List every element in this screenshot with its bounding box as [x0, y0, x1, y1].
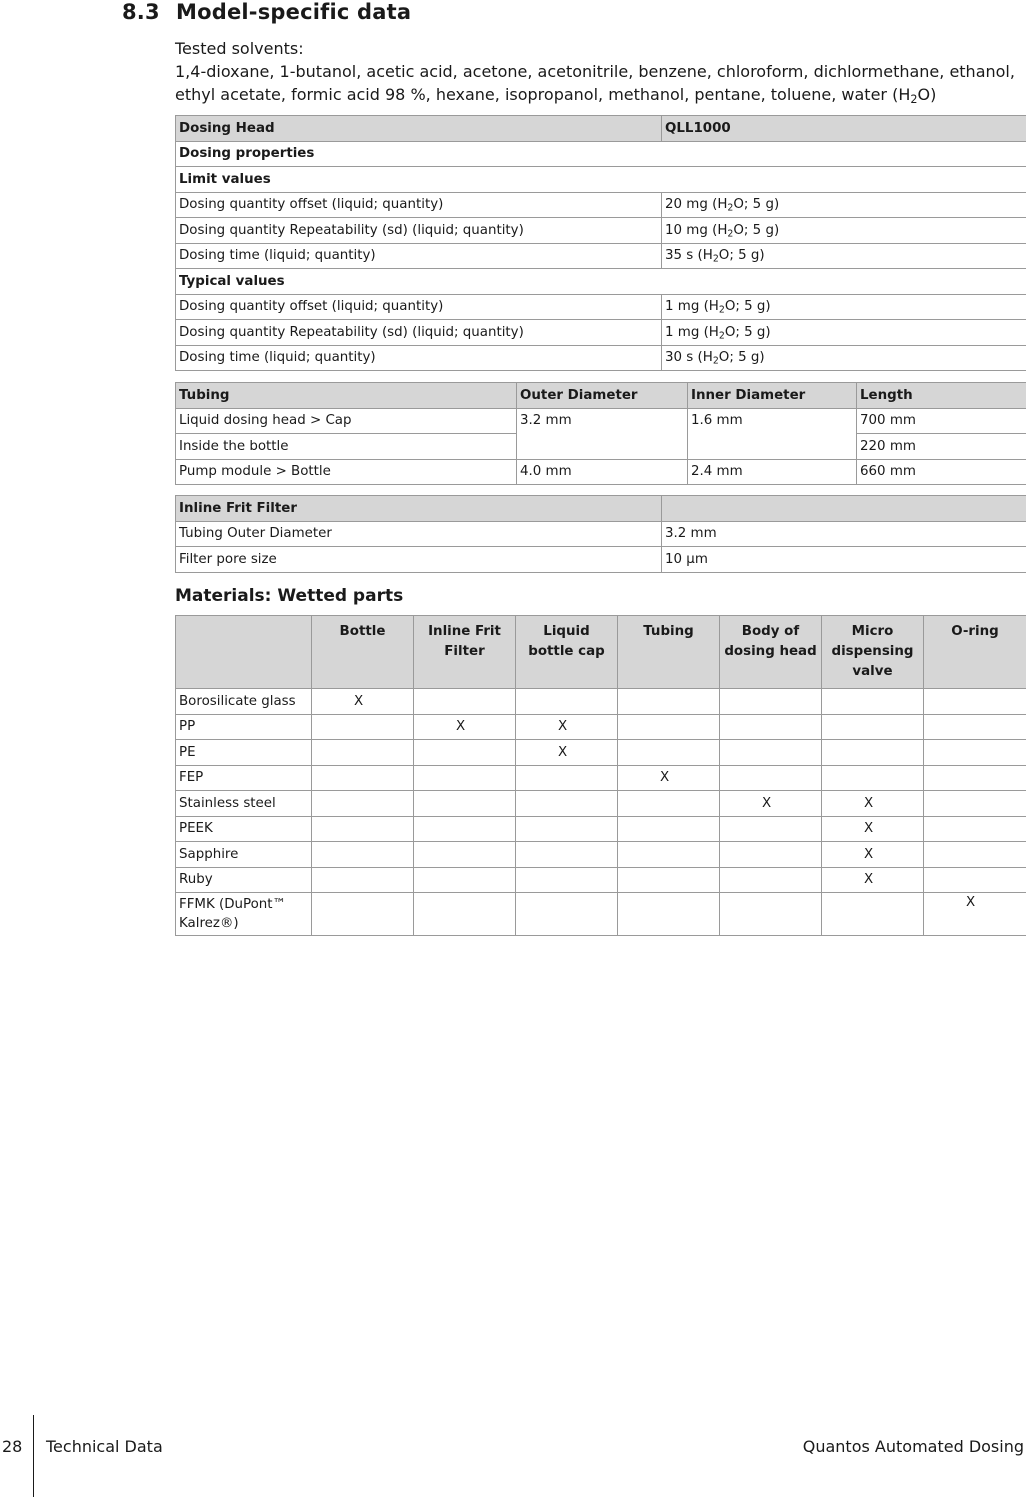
material-mark: [414, 791, 516, 817]
table-header-row: [176, 496, 1026, 522]
material-mark: [618, 893, 720, 936]
material-mark: X: [822, 791, 924, 817]
material-name: PP: [176, 714, 312, 740]
material-mark: X: [516, 714, 618, 740]
length: 220 mm: [857, 434, 1026, 460]
outer-diameter: 3.2 mm: [517, 408, 688, 459]
tested-solvents-label: Tested solvents:: [175, 39, 304, 58]
row-value: 10 mg ($H_2O$; 5 g): [662, 218, 1026, 244]
material-name: PE: [176, 740, 312, 766]
material-mark: [516, 867, 618, 893]
materials-heading: Materials: Wetted parts: [175, 586, 404, 606]
table-row: [176, 320, 1026, 346]
material-mark: X: [516, 740, 618, 766]
table-row: [176, 842, 1026, 868]
table-row: [176, 765, 1026, 791]
table-row: [176, 218, 1026, 244]
material-mark: [618, 867, 720, 893]
material-mark: X: [822, 867, 924, 893]
row-label: Dosing quantity Repeatability (sd) (liquid; quantity): [176, 218, 662, 244]
row-value: 1 mg ($H_2O$; 5 g): [662, 320, 1026, 346]
column-header: Bottle: [312, 616, 414, 689]
row-value: 1 mg ($H_2O$; 5 g): [662, 294, 1026, 320]
material-mark: [822, 765, 924, 791]
material-mark: [516, 893, 618, 936]
table-row: [176, 816, 1026, 842]
row-label: Dosing quantity offset (liquid; quantity): [176, 294, 662, 320]
material-mark: X: [618, 765, 720, 791]
tubing-header: Tubing: [176, 383, 517, 409]
row-value: 20 mg ($H_2O$; 5 g): [662, 192, 1026, 218]
row-label: Dosing time (liquid; quantity): [176, 243, 662, 269]
footer-divider: [33, 1415, 34, 1497]
material-mark: [516, 765, 618, 791]
page-footer: [0, 1415, 1026, 1497]
page-number: 28: [2, 1437, 23, 1456]
material-mark: [720, 689, 822, 715]
material-mark: [312, 816, 414, 842]
row-value: 30 s ($H_2O$; 5 g): [662, 345, 1026, 371]
material-mark: [924, 842, 1026, 868]
tubing-table: [175, 382, 1026, 485]
material-mark: X: [312, 689, 414, 715]
material-name: FFMK (DuPont™ Kalrez®): [176, 893, 312, 936]
outer-diameter-header: Outer Diameter: [517, 383, 688, 409]
column-header: [176, 616, 312, 689]
material-mark: [618, 689, 720, 715]
material-mark: X: [924, 893, 1026, 936]
table-row: [176, 689, 1026, 715]
table-row: [176, 714, 1026, 740]
tested-solvents: [175, 38, 1025, 106]
material-mark: X: [822, 842, 924, 868]
material-mark: [720, 765, 822, 791]
material-mark: [618, 842, 720, 868]
limit-values-label: Limit values: [176, 167, 1026, 193]
outer-diameter: 4.0 mm: [517, 459, 688, 485]
length: 700 mm: [857, 408, 1026, 434]
material-mark: [924, 740, 1026, 766]
tubing-name: Inside the bottle: [176, 434, 517, 460]
table-row: [176, 867, 1026, 893]
table-row: [176, 893, 1026, 936]
section-heading: [122, 0, 411, 24]
inner-diameter-header: Inner Diameter: [688, 383, 857, 409]
row-label: Dosing time (liquid; quantity): [176, 345, 662, 371]
table-row: [176, 408, 1026, 434]
material-mark: [312, 765, 414, 791]
material-name: Stainless steel: [176, 791, 312, 817]
material-mark: X: [822, 816, 924, 842]
material-mark: [924, 714, 1026, 740]
material-mark: [822, 689, 924, 715]
material-mark: [414, 867, 516, 893]
material-name: Ruby: [176, 867, 312, 893]
material-name: Sapphire: [176, 842, 312, 868]
material-mark: [414, 689, 516, 715]
dosing-head-header: Dosing Head: [176, 116, 662, 142]
length-header: Length: [857, 383, 1026, 409]
typical-values-label: Typical values: [176, 269, 1026, 295]
table-row: [176, 791, 1026, 817]
table-header-row: [176, 616, 1026, 689]
row-label: Tubing Outer Diameter: [176, 521, 662, 547]
footer-chapter: Technical Data: [46, 1437, 163, 1456]
material-mark: [822, 714, 924, 740]
column-header: Body of dosing head: [720, 616, 822, 689]
table-row: [176, 243, 1026, 269]
dosing-properties-label: Dosing properties: [176, 141, 1026, 167]
material-name: Borosilicate glass: [176, 689, 312, 715]
row-value: 3.2 mm: [662, 521, 1026, 547]
column-header: Tubing: [618, 616, 720, 689]
material-mark: [414, 842, 516, 868]
material-mark: [312, 867, 414, 893]
material-mark: [414, 765, 516, 791]
material-mark: X: [720, 791, 822, 817]
column-header: Inline Frit Filter: [414, 616, 516, 689]
tubing-name: Liquid dosing head > Cap: [176, 408, 517, 434]
row-label: Dosing quantity Repeatability (sd) (liquid; quantity): [176, 320, 662, 346]
material-mark: [312, 740, 414, 766]
material-mark: [822, 740, 924, 766]
material-mark: [312, 791, 414, 817]
table-row: [176, 547, 1026, 573]
material-mark: [618, 816, 720, 842]
material-mark: [516, 816, 618, 842]
table-row: [176, 459, 1026, 485]
length: 660 mm: [857, 459, 1026, 485]
material-mark: [720, 714, 822, 740]
table-row: [176, 294, 1026, 320]
column-header: Liquid bottle cap: [516, 616, 618, 689]
inline-frit-filter-table: [175, 495, 1026, 573]
dosing-head-table: [175, 115, 1026, 371]
material-mark: [924, 689, 1026, 715]
material-mark: [822, 893, 924, 936]
frit-value-header: [662, 496, 1026, 522]
model-header: QLL1000: [662, 116, 1026, 142]
row-label: Dosing quantity offset (liquid; quantity): [176, 192, 662, 218]
material-mark: [414, 816, 516, 842]
material-mark: [516, 791, 618, 817]
material-mark: [312, 842, 414, 868]
material-mark: [924, 791, 1026, 817]
section-title: Model-specific data: [176, 0, 412, 24]
footer-product: Quantos Automated Dosing: [802, 1437, 1024, 1456]
inline-frit-filter-header: Inline Frit Filter: [176, 496, 662, 522]
materials-table: [175, 615, 1026, 936]
material-mark: [618, 740, 720, 766]
material-mark: [720, 816, 822, 842]
material-mark: [924, 867, 1026, 893]
column-header: Micro dispensing valve: [822, 616, 924, 689]
material-name: PEEK: [176, 816, 312, 842]
table-row: [176, 345, 1026, 371]
material-mark: X: [414, 714, 516, 740]
material-mark: [618, 714, 720, 740]
row-value: 10 µm: [662, 547, 1026, 573]
tubing-name: Pump module > Bottle: [176, 459, 517, 485]
material-mark: [618, 791, 720, 817]
table-row: [176, 521, 1026, 547]
material-mark: [516, 689, 618, 715]
inner-diameter: 1.6 mm: [688, 408, 857, 459]
material-mark: [414, 740, 516, 766]
material-mark: [924, 765, 1026, 791]
material-mark: [720, 842, 822, 868]
material-mark: [516, 842, 618, 868]
section-number: 8.3: [122, 0, 160, 24]
table-row: [176, 192, 1026, 218]
material-name: FEP: [176, 765, 312, 791]
table-header-row: [176, 383, 1026, 409]
material-mark: [924, 816, 1026, 842]
tested-solvents-list: 1,4-dioxane, 1-butanol, acetic acid, acetone, acetonitrile, benzene, chloroform, dichlormethane, ethanol, ethyl acetate, formic acid 98 %, hexane, isopropanol, methanol, pentane, toluene, water $(H_2O)$: [175, 62, 1015, 106]
material-mark: [720, 867, 822, 893]
table-header-row: [176, 116, 1026, 142]
material-mark: [312, 893, 414, 936]
row-label: Filter pore size: [176, 547, 662, 573]
inner-diameter: 2.4 mm: [688, 459, 857, 485]
material-mark: [720, 893, 822, 936]
material-mark: [414, 893, 516, 936]
material-mark: [720, 740, 822, 766]
material-mark: [312, 714, 414, 740]
table-row: [176, 740, 1026, 766]
row-value: 35 s ($H_2O$; 5 g): [662, 243, 1026, 269]
column-header: O-ring: [924, 616, 1026, 689]
